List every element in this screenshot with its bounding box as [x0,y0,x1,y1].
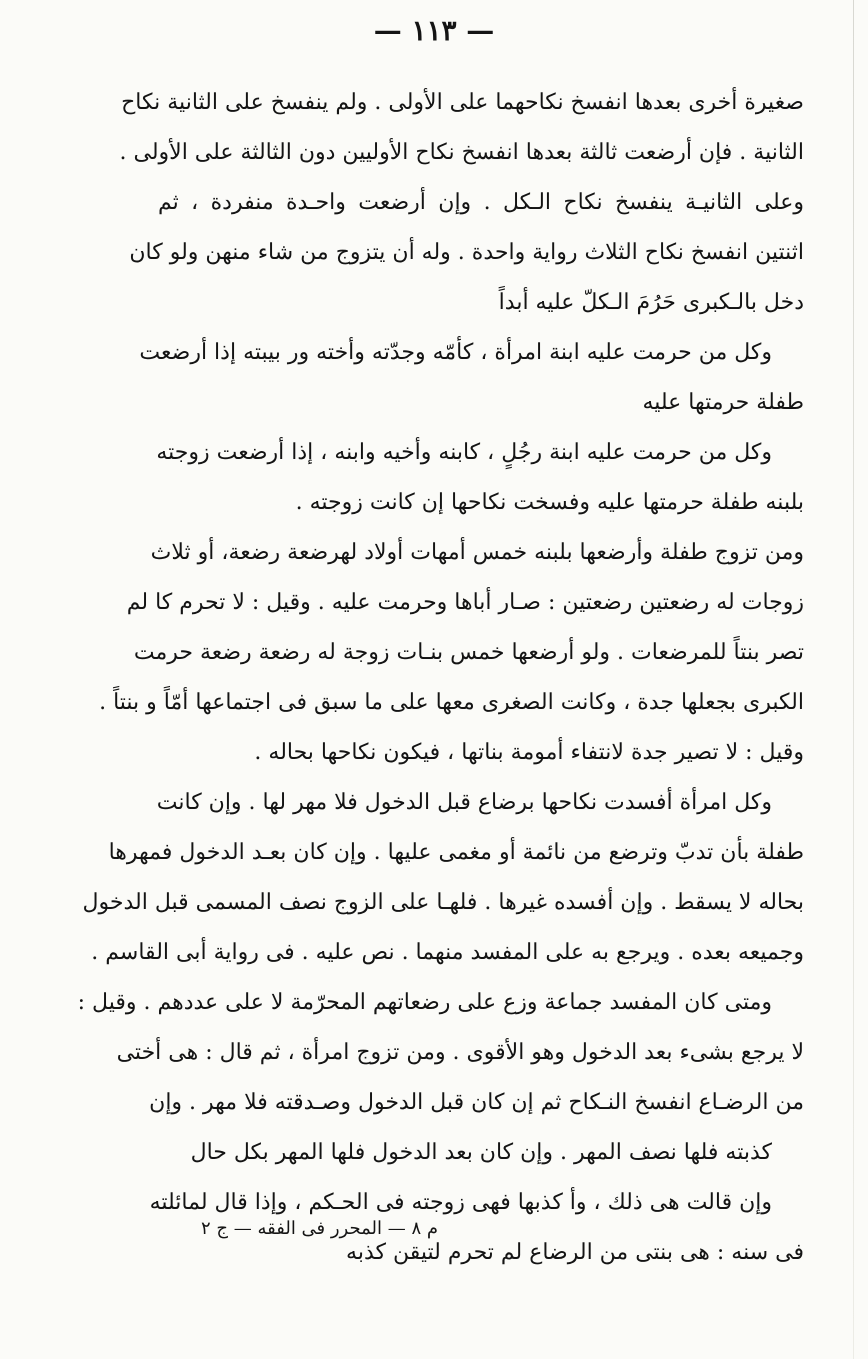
text-line: بحاله لا يسقط . وإن أفسده غيرها . فلهـا على الزوج نصف المسمى قبل الدخول [82,890,804,915]
footer-signature: م ٨ — المحرر فى الفقه — ج ٢ [201,1218,438,1239]
text-line: دخل بالـكبرى حَرُمَ الـكلّ عليه أبداً [498,290,804,315]
text-line: من الرضـاع انفسخ النـكاح ثم إن كان قبل الدخول وصـدقته فلا مهر . وإن [149,1090,804,1115]
text-line: وجميعه بعده . ويرجع به على المفسد منهما . نص عليه . فى رواية أبى القاسم . [91,940,804,965]
text-line: وقيل : لا تصير جدة لانتفاء أمومة بناتها ، فيكون نكاحها بحاله . [254,740,804,765]
page-edge-shadow [853,0,854,1359]
text-line: صغيرة أخرى بعدها انفسخ نكاحهما على الأولى . ولم ينفسخ على الثانية نكاح [121,90,804,115]
text-line: وكل من حرمت عليه ابنة امرأة ، كأمّه وجدّته وأخته ور بيبته إذا أرضعت [139,340,772,365]
body-text [77,78,804,1278]
text-line: بلبنه طفلة حرمتها عليه وفسخت نكاحها إن كانت زوجته . [295,490,804,515]
text-line: تصر بنتاً للمرضعات . ولو أرضعها خمس بنـات زوجة له رضعة رضعة حرمت [133,640,804,665]
text-line: اثنتين انفسخ نكاح الثلاث رواية واحدة . وله أن يتزوج من شاء منهن ولو كان [129,240,804,265]
text-line: فى سنه : هى بنتى من الرضاع لم تحرم لتيقن كذبه [346,1240,804,1265]
text-line: كذبته فلها نصف المهر . وإن كان بعد الدخول فلها المهر بكل حال [190,1140,772,1165]
text-line: الكبرى بجعلها جدة ، وكانت الصغرى معها على ما سبق فى اجتماعها أمّاً و بنتاً . [99,690,804,715]
page-number: — ١١٣ — [373,14,495,47]
text-line: وكل امرأة أفسدت نكاحها برضاع قبل الدخول فلا مهر لها . وإن كانت [156,790,772,815]
text-line: وكل من حرمت عليه ابنة رجُلٍ ، كابنه وأخيه وابنه ، إذا أرضعت زوجته [156,440,772,465]
text-line: ومتى كان المفسد جماعة وزع على رضعاتهم المحرّمة لا على عددهم . وقيل : [77,990,772,1015]
text-line: زوجات له رضعتين رضعتين : صـار أباها وحرمت عليه . وقيل : لا تحرم كا لم [126,590,804,615]
text-line: طفلة حرمتها عليه [642,390,804,415]
text-line: لا يرجع بشىء بعد الدخول وهو الأقوى . ومن تزوج امرأة ، ثم قال : هى أختى [116,1040,804,1065]
text-line: الثانية . فإن أرضعت ثالثة بعدها انفسخ نكاح الأوليين دون الثالثة على الأولى . [119,140,804,165]
text-line: وإن قالت هى ذلك ، وأ كذبها فهى زوجته فى الحـكم ، وإذا قال لمائلته [149,1190,772,1215]
text-line: طفلة بأن تدبّ وترضع من نائمة أو مغمى عليها . وإن كان بعـد الدخول فمهرها [108,840,804,865]
text-line: ومن تزوج طفلة وأرضعها بلبنه خمس أمهات أولاد لهرضعة رضعة، أو ثلاث [150,540,804,565]
text-line: وعلى الثانيـة ينفسخ نكاح الـكل . وإن أرضعت واحـدة منفردة ، ثم [158,190,804,215]
